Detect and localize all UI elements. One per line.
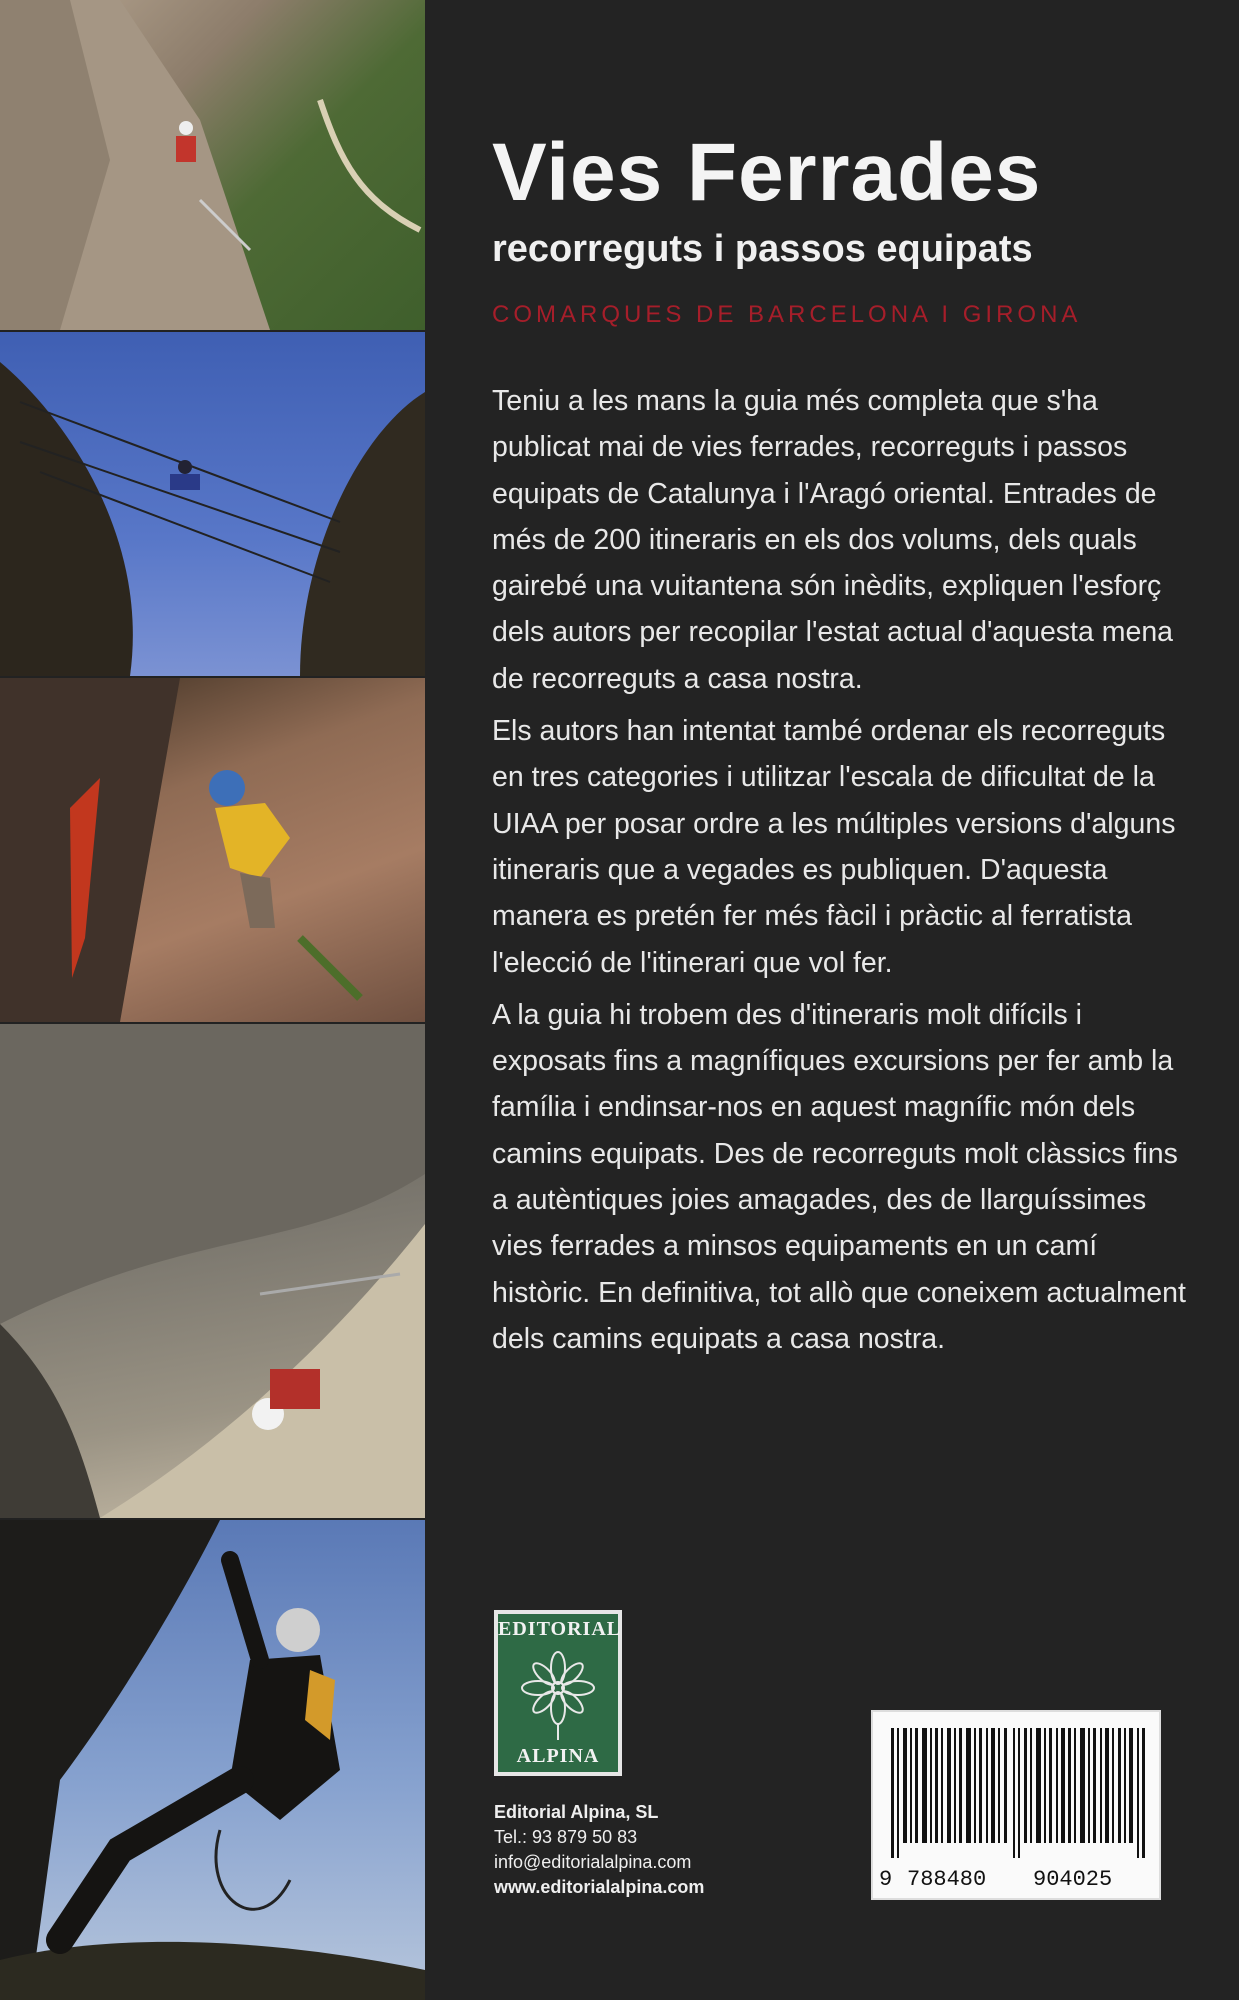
region-heading: COMARQUES DE BARCELONA I GIRONA <box>492 301 1082 328</box>
paragraph-3: A la guia hi trobem des d'itineraris molt difícils i exposats fins a magnífiques excursions per fer amb la família i endinsar-nos en aquest magnífic món dels camins equipats. Des de recorreguts molt clàssics fins a autèntiques joies amagades, des de llarguíssimes vies ferrades a minsos equipaments en un camí històric. En definitiva, tot allò que coneixem actualment dels camins equipats a casa nostra. <box>492 998 1186 1355</box>
publisher-email: info@editorialalpina.com <box>494 1852 692 1872</box>
book-subtitle: recorreguts i passos equipats <box>492 228 1033 270</box>
paragraph-2: Els autors han intentat també ordenar els recorreguts en tres categories i utilitzar l'escala de dificultat de la UIAA per posar ordre a les múltiples versions d'alguns itineraris que a vegades es publiquen. D'aquesta manera es pretén fer més fàcil i pràctic al ferratista l'elecció de l'itinerari que vol fer. <box>492 715 1176 979</box>
text-panel <box>425 0 1239 2000</box>
paragraph-1: Teniu a les mans la guia més completa que s'ha publicat mai de vies ferrades, recorreguts i passos equipats de Catalunya i l'Aragó oriental. Entrades de més de 200 itineraris en els dos volums, dels quals gairebé una vuitantena són inèdits, expliquen l'esforç dels autors per recopilar l'estat actual d'aquesta mena de recorreguts a casa nostra. <box>492 385 1174 695</box>
isbn-digit-first: 9 <box>879 1867 893 1892</box>
description <box>492 378 1192 1368</box>
logo-text-bottom: ALPINA <box>516 1745 600 1767</box>
photo-climber-yellow-shirt <box>0 678 425 1022</box>
barcode-bars <box>891 1728 1145 1858</box>
publisher-name: Editorial Alpina, SL <box>494 1802 659 1822</box>
photo-climber-silhouette <box>0 1520 425 2000</box>
photo-tyrolean-traverse <box>0 332 425 676</box>
edelweiss-icon <box>516 1646 600 1740</box>
publisher-website: www.editorialalpina.com <box>494 1877 705 1897</box>
book-title: Vies Ferrades <box>492 127 1042 218</box>
isbn-barcode <box>871 1710 1161 1900</box>
photo-climber-cliff-top <box>0 0 425 330</box>
publisher-info <box>494 1800 814 1900</box>
isbn-digits-right: 904025 <box>1033 1867 1113 1892</box>
photo-climber-white-helmet <box>0 1024 425 1518</box>
isbn-digits-left: 788480 <box>907 1867 987 1892</box>
publisher-phone: Tel.: 93 879 50 83 <box>494 1827 638 1847</box>
publisher-logo <box>494 1610 622 1776</box>
logo-text-top: EDITORIAL <box>498 1618 622 1640</box>
photo-strip <box>0 0 425 2000</box>
